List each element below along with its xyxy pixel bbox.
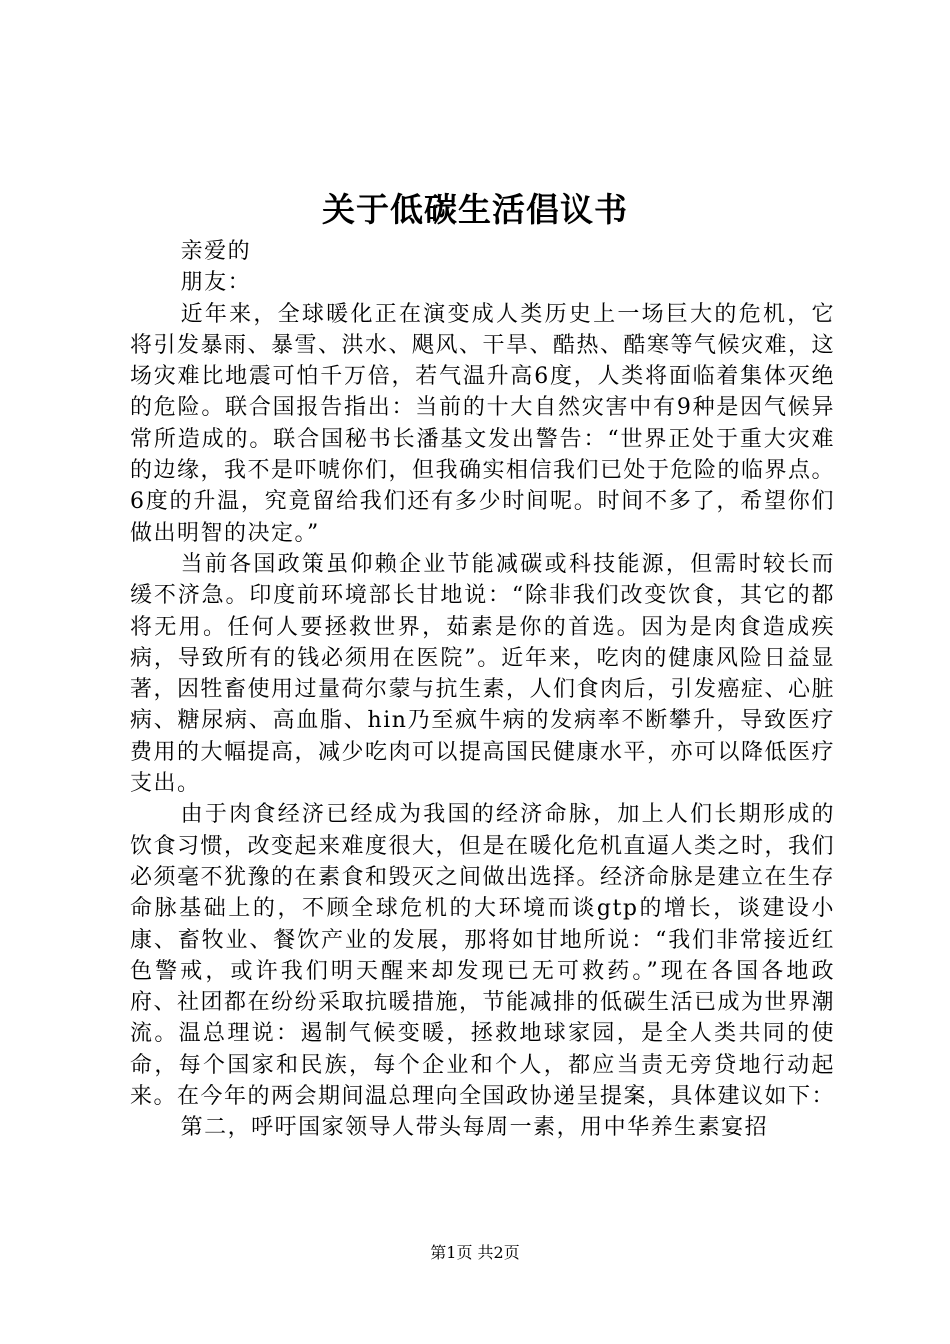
paragraph-4: 第二，呼吁国家领导人带头每周一素，用中华养生素宴招 [180, 1115, 769, 1141]
paragraph-3: 由于肉食经济已经成为我国的经济命脉，加上人们长期形成的饮食习惯，改变起来难度很大，但是在暖化危机直逼人类之时，我们必须毫不犹豫的在素食和毁灭之间做出选择。经济命脉是建立在生存命脉基础上的，不顾全球危机的大环境而谈gtp的增长，谈建设小康、畜牧业、餐饮产业的发展，那将如甘地所说：“我们非常接近红色警戒，或许我们明天醒来却发现已无可救药。”现在各国各地政府、社团都在纷纷采取抗暖措施，节能减排的低碳生活已成为世界潮流。温总理说：遏制气候变暖，拯救地球家园，是全人类共同的使命，每个国家和民族，每个企业和个人，都应当责无旁贷地行动起来。在今年的两会期间温总理向全国政协递呈提案，具体建议如下： [130, 802, 836, 1110]
document-title: 关于低碳生活倡议书 [322, 190, 628, 229]
paragraph-2: 当前各国政策虽仰赖企业节能减碳或科技能源，但需时较长而缓不济急。印度前环境部长甘地说：“除非我们改变饮食，其它的都将无用。任何人要拯救世界，茹素是你的首选。因为是肉食造成疾病，导致所有的钱必须用在医院”。近年来，吃肉的健康风险日益显著，因牲畜使用过量荷尔蒙与抗生素，人们食肉后，引发癌症、心脏病、糖尿病、高血脂、hin乃至疯牛病的发病率不断攀升，导致医疗费用的大幅提高，减少吃肉可以提高国民健康水平，亦可以降低医疗支出。 [130, 551, 836, 797]
greeting-line-1: 亲爱的 [180, 239, 252, 264]
greeting-line-2: 朋友： [180, 270, 252, 296]
page-footer: 第1页 共2页 [430, 1243, 520, 1262]
document-body [130, 236, 835, 1144]
paragraph-1: 近年来，全球暖化正在演变成人类历史上一场巨大的危机，它将引发暴雨、暴雪、洪水、飓风、干旱、酷热、酷寒等气候灾难，这场灾难比地震可怕千万倍，若气温升高6度，人类将面临着集体灭绝的危险。联合国报告指出：当前的十大自然灾害中有9种是因气候异常所造成的。联合国秘书长潘基文发出警告：“世界正处于重大灾难的边缘，我不是吓唬你们，但我确实相信我们已处于危险的临界点。6度的升温，究竟留给我们还有多少时间呢。时间不多了，希望你们做出明智的决定。” [130, 301, 836, 546]
